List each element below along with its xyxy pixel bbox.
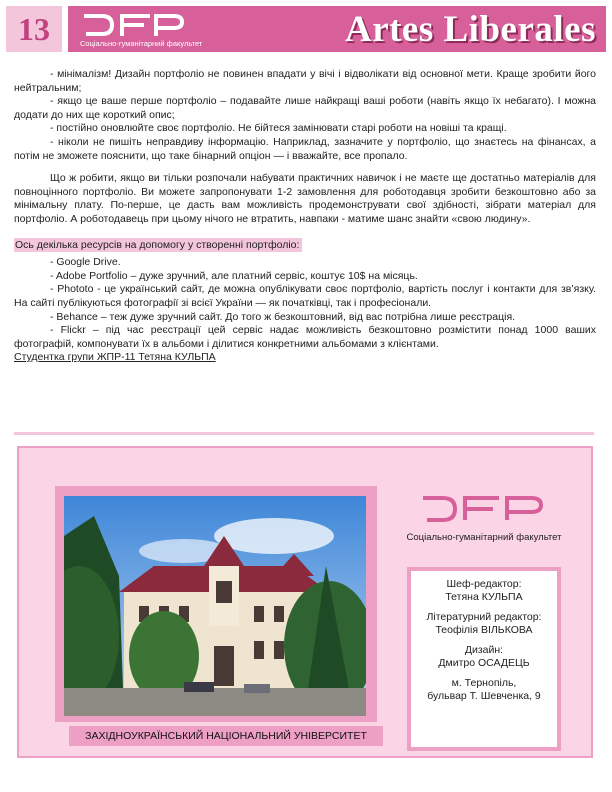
tip-item: - якщо це ваше перше портфоліо – подавайте лише найкращі ваші роботи (навіть якщо їх небагато). І можна додати до них ще короткий опис; xyxy=(14,95,596,121)
publication-info-box xyxy=(17,446,593,758)
resources-heading: Ось декілька ресурсів на допомогу у створенні портфоліо: xyxy=(14,238,302,252)
box-faculty-name: Соціально-гуманітарний факультет xyxy=(406,532,562,543)
header-faculty: Соціально-гуманітарний факультет xyxy=(80,39,203,48)
address-city: м. Тернопіль, xyxy=(451,677,517,689)
resource-item: - Google Drive. xyxy=(50,256,121,269)
page-header xyxy=(6,6,606,52)
designer-name: Дмитро ОСАДЕЦЬ xyxy=(438,657,530,669)
editorial-credits xyxy=(407,567,561,751)
resource-item: - Flickr – під час реєстрації цей сервіс надає можливість безкоштовно розмістити понад 1000 ваших фотографій, компонувати їх в альбоми і ділитися конкретними альбомами з клієнтами. xyxy=(14,324,596,350)
article-body xyxy=(14,68,596,365)
literary-editor-label: Літературний редактор: xyxy=(426,611,542,623)
literary-editor-name: Теофілія ВІЛЬКОВА xyxy=(435,624,533,636)
resource-item: - Phototo - це український сайт, де можна опублікувати своє портфоліо, вартість послуг і контакти для зв’язку. На сайті публікуються фотографії зі всієї України — як початківці, так і професіонали. xyxy=(14,283,596,309)
photo-frame xyxy=(55,486,377,722)
page-number: 13 xyxy=(6,6,62,52)
resource-item: - Adobe Portfolio – дуже зручний, але платний сервіс, коштує 10$ на місяць. xyxy=(50,269,418,282)
address-street: бульвар Т. Шевченка, 9 xyxy=(427,690,541,702)
tip-item: - постійно оновлюйте своє портфоліо. Не бійтеся замінювати старі роботи на новіші та кращі. xyxy=(50,122,507,135)
section-divider xyxy=(14,432,594,435)
article-paragraph: Що ж робити, якщо ви тільки розпочали набувати практичних навичок і не маєте ще достатньо матеріалів для повноцінного портфоліо. Ви можете запропонувати 1-2 замовлення для роботодавця зробити безкоштовно або за мінімальну плату. По-перше, це дасть вам можливість продемонструвати свої здібності, зібрати матеріал для портфоліо. А роботодавець при цьому нічого не втратить, навпаки - матиме шанс знайти «свою людину». xyxy=(14,172,596,225)
chief-editor-name: Тетяна КУЛЬПА xyxy=(445,591,523,603)
tip-item: - ніколи не пишіть неправдиву інформацію. Наприклад, зазначите у портфоліо, що знаєтесь на фінансах, а потім не зможете пояснити, що таке бінарний опціон — і вважайте, все пропало. xyxy=(14,135,596,162)
author-signature: Студентка групи ЖПР-11 Тетяна КУЛЬПА xyxy=(14,351,216,364)
chief-editor-label: Шеф-редактор: xyxy=(446,578,522,590)
tip-item: - мінімалізм! Дизайн портфоліо не повинен впадати у вічі і відволікати від основної мети. Краще зробити його нейтральним; xyxy=(14,68,596,94)
university-building-photo xyxy=(64,496,366,716)
resource-item: - Behance – теж дуже зручний сайт. До того ж безкоштовний, від вас потрібна лише реєстрація. xyxy=(50,310,516,323)
header-separator xyxy=(62,6,68,52)
design-label: Дизайн: xyxy=(464,644,504,656)
university-name: ЗАХІДНОУКРАЇНСЬКИЙ НАЦІОНАЛЬНИЙ УНІВЕРСИТЕТ xyxy=(69,726,383,746)
magazine-title: Artes Liberales xyxy=(344,9,596,50)
faculty-logo-large xyxy=(421,492,549,531)
